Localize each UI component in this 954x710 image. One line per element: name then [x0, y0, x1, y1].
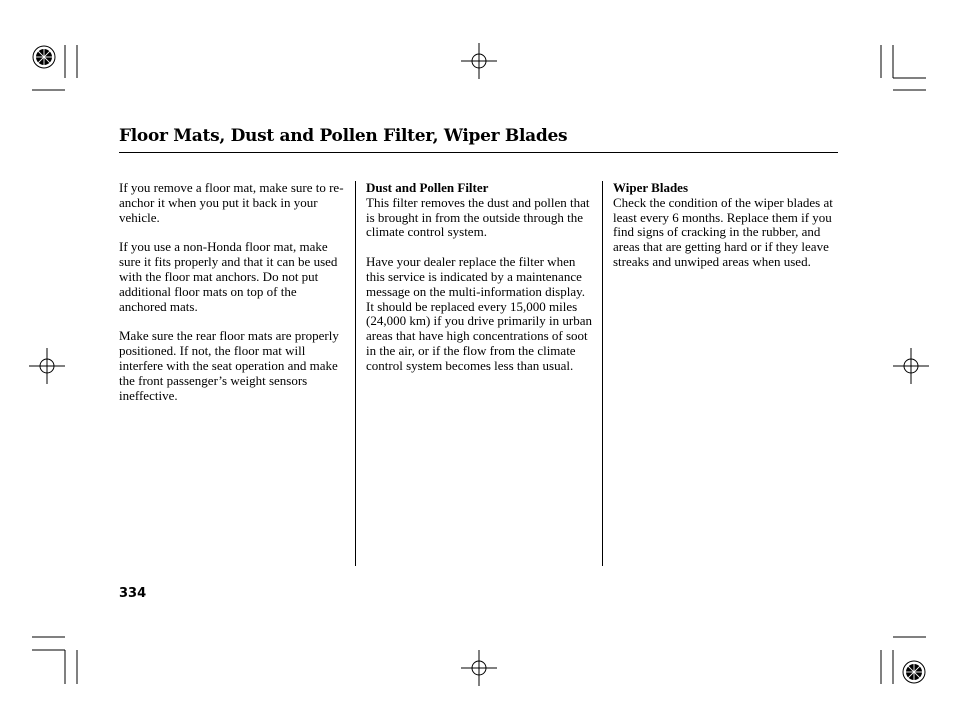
filter-heading: Dust and Pollen Filter [366, 180, 489, 195]
page-number: 334 [119, 586, 147, 601]
page-title: Floor Mats, Dust and Pollen Filter, Wiper Blades [119, 126, 568, 146]
wipers-column [613, 181, 839, 285]
floor-mats-paragraph: Make sure the rear floor mats are properly positioned. If not, the floor mat will interfere with the seat operation and make the front passenger’s weight sensors ineffective. [119, 328, 339, 403]
column-divider [602, 181, 603, 566]
title-rule [119, 152, 838, 153]
floor-mats-paragraph: If you remove a floor mat, make sure to re-anchor it when you put it back in your vehicle. [119, 180, 344, 225]
floor-mats-paragraph: If you use a non-Honda floor mat, make sure it fits properly and that it can be used with the floor mat anchors. Do not put additional floor mats on top of the anchored mats. [119, 239, 338, 314]
wipers-paragraph: Check the condition of the wiper blades at least every 6 months. Replace them if you find signs of cracking in the rubber, and areas that are getting hard or if they leave streaks and unwiped areas when used. [613, 194, 833, 269]
filter-paragraph: This filter removes the dust and pollen that is brought in from the outside through the climate control system. [366, 194, 590, 240]
column-divider [355, 181, 356, 566]
filter-paragraph: Have your dealer replace the filter when this service is indicated by a maintenance message on the multi-information display. It should be replaced every 15,000 miles (24,000 km) if you drive primarily in urban areas that have high concentrations of soot in the air, or if the flow from the climate control system becomes less than usual. [366, 254, 593, 373]
floor-mats-column [119, 181, 345, 418]
filter-column [366, 181, 592, 389]
wipers-heading: Wiper Blades [613, 180, 689, 195]
